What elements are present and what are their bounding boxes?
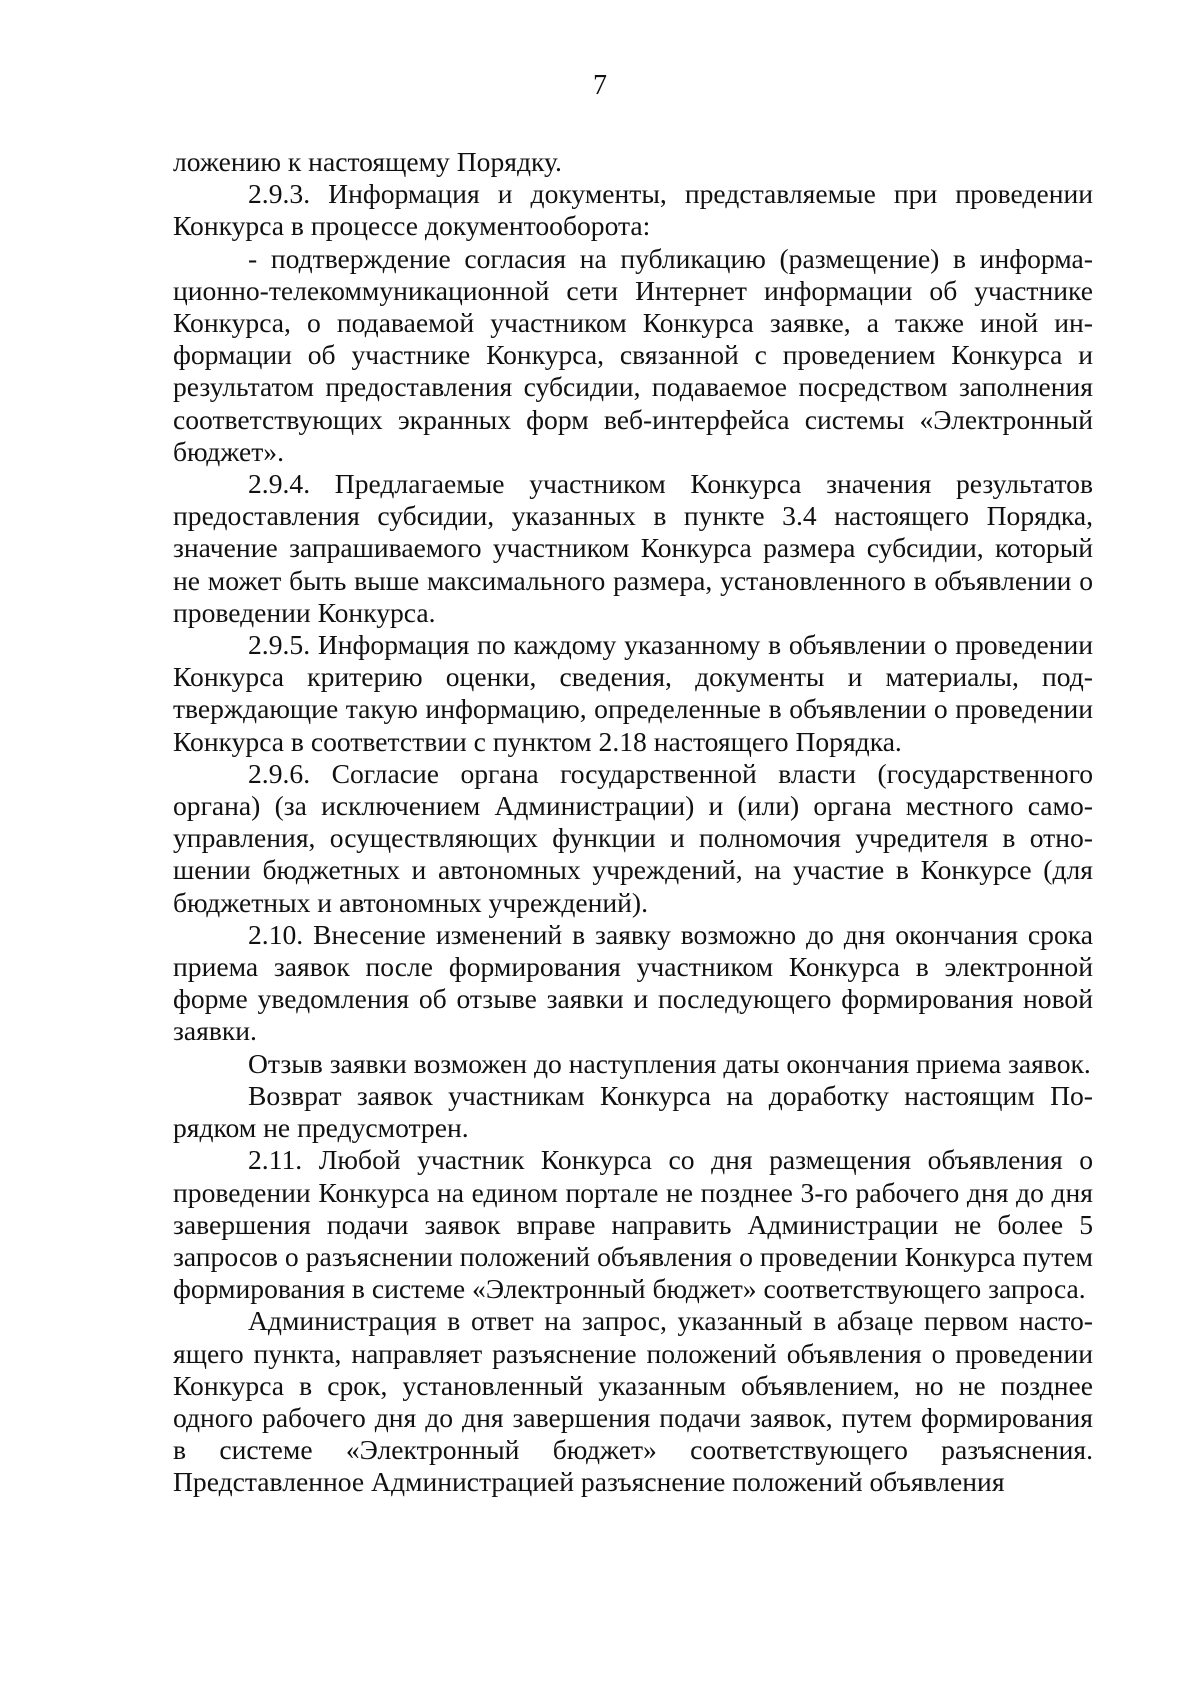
paragraph-consent-publication: - подтверждение согласия на публикацию (размещение) в информационно-телекоммуникационной сети Интернет информации об участнике Конкурса, о подаваемой участником Конкурса заявке, а также иной информации об участнике Конкурса, связанной с проведением Конкурса и результатом предоставления субсидии, подаваемое посредством заполнения соответствующих экранных форм веб-интерфейса системы «Электронный бюджет». bbox=[173, 242, 1093, 467]
paragraph-2-9-5: 2.9.5. Информация по каждому указанному в объявлении о проведении Конкурса критерию оценки, сведения, документы и материалы, подтверждающие такую информацию, определенные в объявлении о проведении Конкурса в соответствии с пунктом 2.18 настоящего Порядка. bbox=[173, 629, 1093, 757]
paragraph-withdrawal: Отзыв заявки возможен до наступления даты окончания приема заявок. bbox=[248, 1047, 1091, 1079]
page-number: 7 bbox=[593, 70, 607, 101]
paragraph-return: Возврат заявок участникам Конкурса на доработку настоящим Порядком не предусмотрен. bbox=[173, 1079, 1093, 1144]
paragraph-2-10: 2.10. Внесение изменений в заявку возможно до дня окончания срока приема заявок после формирования участником Конкурса в электронной форме уведомления об отзыве заявки и последующего формирования новой заявки. bbox=[173, 918, 1093, 1047]
paragraph-continuation: ложению к настоящему Порядку. bbox=[173, 146, 562, 177]
paragraph-2-9-6: 2.9.6. Согласие органа государственной власти (государственного органа) (за исключением Администрации) и (или) органа местного самоуправления, осуществляющих функции и полномочия учредителя в отношении бюджетных и автономных учреждений, на участие в Конкурсе (для бюджетных и автономных учреждений). bbox=[173, 757, 1093, 918]
document-body bbox=[173, 146, 1093, 1499]
paragraph-2-9-3: 2.9.3. Информация и документы, представляемые при проведении Конкурса в процессе документооборота: bbox=[173, 178, 1093, 242]
paragraph-2-9-4: 2.9.4. Предлагаемые участником Конкурса значения результатов предоставления субсидии, указанных в пункте 3.4 настоящего Порядка, значение запрашиваемого участником Конкурса размера субсидии, который не может быть выше максимального размера, установленного в объявлении о проведении Конкурса. bbox=[173, 468, 1093, 628]
paragraph-2-11: 2.11. Любой участник Конкурса со дня размещения объявления о проведении Конкурса на едином портале не позднее 3-го рабочего дня до дня завершения подачи заявок вправе направить Администрации не более 5 запросов о разъяснении положений объявления о проведении Конкурса путем формирования в системе «Электронный бюджет» соответствующего запроса. bbox=[173, 1144, 1093, 1305]
paragraph-administration-response: Администрация в ответ на запрос, указанный в абзаце первом настоящего пункта, направляет разъяснение положений объявления о проведении Конкурса в срок, установленный указанным объявлением, но не позднее одного рабочего дня до дня завершения подачи заявок, путем формирования в системе «Электронный бюджет» соответствующего разъяснения. Представленное Администрацией разъяснение положений объявления bbox=[173, 1305, 1093, 1498]
